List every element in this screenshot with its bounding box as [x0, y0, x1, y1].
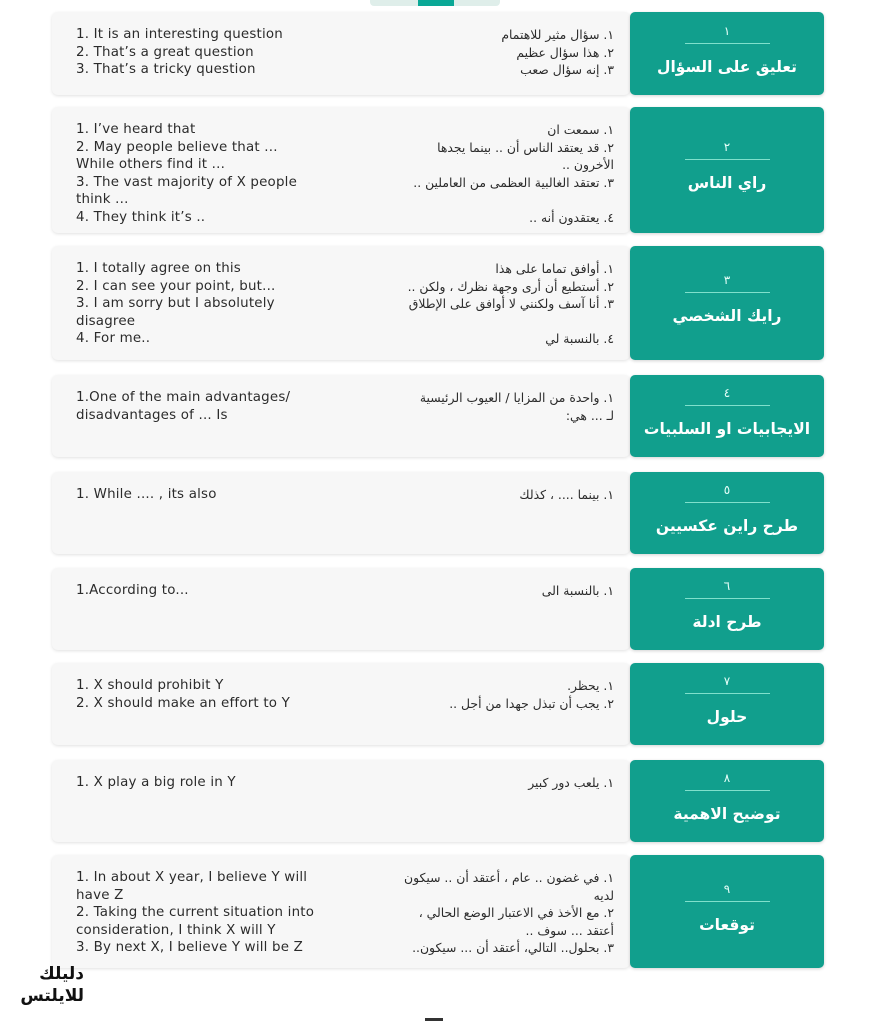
phrase-row	[52, 472, 824, 554]
arabic-phrase-line: ٢. قد يعتقد الناس أن .. بينما يجدها	[437, 139, 614, 155]
category-number: ٧	[723, 674, 731, 688]
category-tab	[630, 568, 824, 650]
phrase-card	[52, 107, 630, 233]
category-divider	[685, 901, 770, 902]
phrase-card	[52, 246, 630, 360]
category-divider	[685, 502, 770, 503]
arabic-phrase-line: ٤. يعتقدون أنه ..	[529, 209, 614, 225]
category-tab	[630, 375, 824, 457]
english-phrases	[76, 869, 346, 957]
phrase-card	[52, 663, 630, 745]
english-phrase-line: 1. I totally agree on this	[76, 261, 241, 276]
category-divider	[685, 790, 770, 791]
arabic-phrases	[364, 869, 614, 957]
english-phrase-line: 1. I’ve heard that	[76, 122, 196, 137]
arabic-phrase-line: ٢. مع الأخذ في الاعتبار الوضع الحالي ،	[418, 905, 614, 921]
arabic-phrase-line: ١. بالنسبة الى	[541, 583, 614, 598]
phrase-row	[52, 375, 824, 457]
phrase-card	[52, 855, 630, 968]
category-number: ٤	[723, 386, 731, 400]
phrase-row	[52, 760, 824, 842]
category-divider	[685, 292, 770, 293]
arabic-phrase-line	[364, 313, 614, 331]
phrase-row	[52, 107, 824, 233]
top-progress-bar	[370, 0, 500, 6]
english-phrases	[76, 389, 346, 424]
english-phrase-line: think ...	[76, 192, 129, 208]
arabic-phrases	[364, 774, 614, 792]
category-divider	[685, 43, 770, 44]
category-number: ٣	[723, 273, 731, 287]
category-title: طرح ادلة	[692, 613, 762, 631]
english-phrase-line: 3. I am sorry but I absolutely	[76, 296, 275, 312]
arabic-phrase-line	[364, 191, 614, 209]
english-phrase-line: 2. May people believe that ...	[76, 139, 278, 155]
english-phrase-line: 3. The vast majority of X people	[76, 174, 298, 190]
arabic-phrase-line: لـ ... هي:	[565, 407, 614, 423]
phrase-card	[52, 760, 630, 842]
page-marker	[425, 1018, 443, 1021]
category-title: رايك الشخصي	[672, 307, 782, 325]
english-phrase-line: consideration, I think X will Y	[76, 922, 276, 938]
category-divider	[685, 598, 770, 599]
phrase-card	[52, 12, 630, 95]
category-divider	[685, 405, 770, 406]
arabic-phrases	[364, 26, 614, 79]
category-title: الايجابيات او السلبيات	[643, 420, 811, 438]
arabic-phrases	[364, 486, 614, 504]
arabic-phrase-line: ٢. أستطيع أن أرى وجهة نظرك ، ولكن ..	[407, 278, 614, 294]
category-number: ٢	[723, 140, 731, 154]
english-phrases	[76, 486, 346, 504]
arabic-phrase-line: ٣. إنه سؤال صعب	[520, 62, 614, 78]
category-title: طرح راين عكسيين	[655, 517, 799, 535]
english-phrases	[76, 582, 346, 600]
english-phrase-line: 4. For me..	[76, 331, 151, 347]
category-title: حلول	[706, 708, 748, 726]
logo-line-1: دليلك	[39, 964, 84, 984]
category-number: ٦	[723, 579, 731, 593]
arabic-phrase-line: ٣. بحلول.. التالي، أعتقد أن ... سيكون..	[412, 940, 614, 956]
english-phrase-line: 1.One of the main advantages/	[76, 390, 291, 405]
category-divider	[685, 693, 770, 694]
arabic-phrases	[364, 121, 614, 227]
english-phrases	[76, 677, 346, 712]
category-tab	[630, 12, 824, 95]
arabic-phrase-line: ١. واحدة من المزايا / العيوب الرئيسية	[419, 390, 614, 405]
arabic-phrase-line: الأخرون ..	[562, 157, 614, 173]
english-phrase-line: 1. It is an interesting question	[76, 27, 283, 42]
arabic-phrases	[364, 389, 614, 424]
category-number: ١	[723, 23, 731, 38]
english-phrase-line: 1. X play a big role in Y	[76, 775, 236, 790]
category-tab	[630, 472, 824, 554]
arabic-phrase-line: ١. يحظر.	[567, 678, 614, 693]
category-divider	[685, 159, 770, 160]
english-phrases	[76, 774, 346, 792]
english-phrase-line: 4. They think it’s ..	[76, 209, 206, 225]
category-number: ٥	[723, 483, 731, 497]
english-phrase-line: 3. By next X, I believe Y will be Z	[76, 940, 304, 956]
arabic-phrases	[364, 677, 614, 712]
english-phrases	[76, 121, 346, 227]
phrase-card	[52, 472, 630, 554]
english-phrase-line: 2. Taking the current situation into	[76, 905, 315, 921]
arabic-phrase-line: ١. في غضون .. عام ، أعتقد أن .. سيكون	[404, 870, 614, 885]
arabic-phrases	[364, 582, 614, 600]
arabic-phrase-line: لديه	[593, 887, 614, 903]
english-phrase-line: 1.According to...	[76, 583, 189, 598]
arabic-phrase-line: ٢. يجب أن تبذل جهدا من أجل ..	[449, 695, 614, 711]
category-title: توقعات	[699, 915, 755, 934]
phrase-row	[52, 855, 824, 968]
english-phrase-line: 2. I can see your point, but...	[76, 278, 276, 294]
logo-line-2: للايلتس	[20, 986, 84, 1006]
phrase-row	[52, 568, 824, 650]
english-phrase-line: 1. X should prohibit Y	[76, 678, 224, 693]
arabic-phrase-line: ١. سمعت ان	[547, 122, 614, 137]
english-phrase-line: 2. That’s a great question	[76, 44, 254, 60]
phrase-card	[52, 375, 630, 457]
category-title: تعليق على السؤال	[657, 57, 797, 76]
english-phrase-line: 2. X should make an effort to Y	[76, 695, 291, 711]
phrase-row	[52, 663, 824, 745]
phrase-row	[52, 246, 824, 360]
category-tab	[630, 107, 824, 233]
arabic-phrase-line: ١. بينما .... ، كذلك	[519, 487, 614, 502]
arabic-phrase-line: أعتقد ... سوف ..	[525, 922, 614, 938]
english-phrase-line: 1. While .... , its also	[76, 487, 217, 502]
english-phrase-line: disagree	[76, 313, 136, 329]
english-phrase-line: 3. That’s a tricky question	[76, 62, 256, 78]
english-phrase-line: 1. In about X year, I believe Y will	[76, 870, 308, 885]
english-phrases	[76, 26, 346, 79]
arabic-phrase-line: ٣. أنا آسف ولكنني لا أوافق على الإطلاق	[408, 296, 614, 312]
arabic-phrases	[364, 260, 614, 348]
category-tab	[630, 760, 824, 842]
english-phrases	[76, 260, 346, 348]
category-tab	[630, 246, 824, 360]
english-phrase-line: have Z	[76, 887, 124, 903]
phrase-card	[52, 568, 630, 650]
phrase-row	[52, 12, 824, 95]
category-number: ٩	[723, 881, 731, 896]
category-title: راي الناس	[687, 174, 767, 192]
category-tab	[630, 855, 824, 968]
arabic-phrase-line: ١. أوافق تماما على هذا	[495, 261, 614, 276]
category-number: ٨	[723, 771, 731, 785]
category-tab	[630, 663, 824, 745]
arabic-phrase-line: ٢. هذا سؤال عظيم	[516, 44, 614, 60]
english-phrase-line: disadvantages of ... Is	[76, 407, 228, 423]
arabic-phrase-line: ١. يلعب دور كبير	[528, 775, 614, 790]
arabic-phrase-line: ٤. بالنسبة لي	[545, 331, 614, 347]
english-phrase-line: While others find it ...	[76, 157, 226, 173]
arabic-phrase-line: ٣. تعتقد الغالبية العظمى من العاملين ..	[413, 174, 614, 190]
category-title: توضيح الاهمية	[673, 805, 781, 823]
arabic-phrase-line: ١. سؤال مثير للاهتمام	[501, 27, 614, 42]
brand-logo	[6, 960, 84, 1020]
